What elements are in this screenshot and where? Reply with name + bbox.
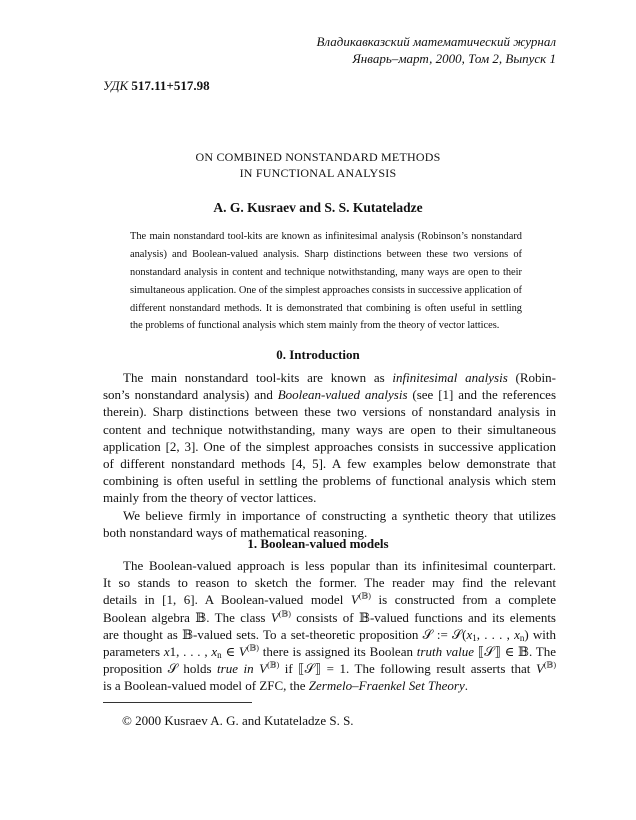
- text-segment: details in [1, 6]. A Boolean-valued model: [103, 592, 351, 608]
- italic-text: x: [163, 643, 170, 659]
- text-line: [103, 369, 556, 386]
- text-segment: application [2, 3]. One of the simplest approaches consists in successive application: [103, 438, 556, 454]
- text-line: [103, 557, 556, 574]
- text-segment: It so stands to reason to sketch the former. The reader may find the relevant: [103, 575, 556, 591]
- superscript: (𝔹): [246, 643, 259, 653]
- text-segment: are thought as 𝔹-valued sets. To a set-theoretic proposition 𝒮 := 𝒮(: [103, 626, 467, 642]
- text-segment: 1: [472, 632, 477, 643]
- text-line: [130, 228, 522, 246]
- paper-title-line-1: ON COMBINED NONSTANDARD METHODS: [195, 150, 441, 164]
- text-segment: analysis) and Boolean-valued analysis. Sharp distinctions between these two versions of: [130, 248, 522, 260]
- text-line: [103, 626, 556, 643]
- section-body-introduction: [103, 369, 556, 541]
- copyright-footnote: © 2000 Kusraev A. G. and Kutateladze S. S.: [122, 713, 354, 728]
- text-segment: The main nonstandard tool-kits are known as infinitesimal analysis (Robinson’s nonstandard: [130, 231, 522, 242]
- text-segment: parameters: [103, 643, 164, 659]
- text-segment: (Robin-: [507, 370, 556, 385]
- text-segment: ∈: [221, 643, 239, 659]
- text-segment: n: [519, 632, 525, 643]
- text-segment: ) with: [524, 626, 556, 642]
- italic-text: Boolean-valued analysis: [277, 387, 408, 403]
- text-segment: n: [217, 649, 222, 660]
- text-segment: therein). Sharp distinctions between these two versions of nonstandard analysis in: [103, 404, 556, 420]
- italic-text: V: [535, 661, 544, 677]
- text-segment: different nonstandard methods. It is demonstrated that combining is often useful in settling: [130, 302, 522, 314]
- text-line: [103, 609, 556, 626]
- paper-title-line-2: IN FUNCTIONAL ANALYSIS: [239, 166, 397, 180]
- section-heading-boolean-valued-models: 1. Boolean-valued models: [247, 536, 389, 551]
- text-line: [130, 317, 522, 335]
- text-segment: simultaneous application. One of the simplest approaches consists in successive application of: [130, 284, 522, 296]
- text-segment: (see [1] and the references: [407, 387, 557, 403]
- text-segment: , . . . ,: [476, 626, 515, 642]
- text-segment: consists of 𝔹-valued functions and its elements: [290, 609, 556, 625]
- text-segment: the problems of functional analysis which stem mainly from the theory of vector lattices.: [130, 320, 500, 332]
- text-line: [103, 472, 556, 489]
- superscript: (𝔹): [358, 592, 371, 602]
- italic-text: V: [259, 661, 268, 677]
- text-line: [130, 264, 522, 282]
- italic-text: V: [350, 592, 359, 608]
- text-line: [130, 246, 522, 264]
- text-segment: Boolean algebra 𝔹. The class: [103, 609, 271, 625]
- italic-text: Zermelo–Fraenkel Set Theory: [308, 678, 465, 694]
- text-segment: 1, . . . ,: [169, 643, 212, 659]
- text-line: [103, 643, 556, 660]
- text-segment: content and technique notwithstanding, many ways are open to their simultaneous: [103, 421, 556, 437]
- text-line: [103, 507, 556, 524]
- italic-text: infinitesimal analysis: [392, 370, 508, 385]
- text-segment: is constructed from a complete: [370, 592, 556, 608]
- text-segment: .: [464, 678, 469, 694]
- text-segment: is a Boolean-valued model of ZFC, the: [103, 678, 309, 694]
- text-segment: We believe firmly in importance of constructing a synthetic theory that utilizes: [123, 507, 556, 523]
- text-segment: proposition 𝒮 holds: [103, 661, 218, 677]
- text-line: [103, 455, 556, 472]
- text-line: [130, 282, 522, 300]
- text-segment: The main nonstandard tool-kits are known as: [123, 370, 393, 385]
- text-line: [103, 421, 556, 438]
- text-segment: of different nonstandard methods [4, 5]. A few examples below demonstrate that: [103, 455, 556, 471]
- udk-label: УДК: [103, 78, 129, 93]
- udk-value: 517.11+517.98: [131, 78, 210, 93]
- text-line: [103, 591, 556, 608]
- superscript: (𝔹): [267, 660, 280, 670]
- text-line: [103, 403, 556, 420]
- italic-text: V: [270, 609, 279, 625]
- paper-authors: A. G. Kusraev and S. S. Kutateladze: [213, 200, 423, 215]
- journal-issue: Январь–март, 2000, Том 2, Выпуск 1: [352, 51, 556, 66]
- italic-text: truth value: [416, 643, 475, 659]
- text-segment: nonstandard analysis in content and technique notwithstanding, many ways are open to their: [130, 266, 522, 278]
- footnote-rule: [103, 702, 252, 703]
- text-line: [103, 660, 556, 677]
- text-line: [103, 574, 556, 591]
- text-segment: if ⟦𝒮⟧ = 1. The following result asserts that: [279, 661, 536, 677]
- journal-name: Владикавказский математический журнал: [316, 34, 556, 49]
- text-line: [130, 300, 522, 318]
- section-heading-introduction: 0. Introduction: [276, 347, 360, 362]
- text-line: [103, 677, 556, 694]
- italic-text: x: [211, 643, 218, 659]
- text-segment: combining is often useful in settling the problems of functional analysis which stem: [103, 473, 556, 489]
- text-line: [103, 438, 556, 455]
- italic-text: true in: [217, 661, 254, 677]
- text-segment: mainly from the theory of vector lattices.: [103, 490, 317, 506]
- abstract: [130, 228, 522, 335]
- udk-code: [103, 78, 210, 94]
- section-body-boolean-valued-models: [103, 557, 556, 695]
- italic-text: x: [514, 626, 520, 642]
- italic-text: V: [238, 643, 247, 659]
- superscript: (𝔹): [543, 660, 556, 670]
- text-line: [103, 386, 556, 403]
- text-segment: ⟦𝒮⟧ ∈ 𝔹. The: [474, 643, 557, 659]
- text-segment: both nonstandard ways of mathematical reasoning.: [103, 524, 368, 540]
- text-line: [103, 489, 556, 506]
- superscript: (𝔹): [278, 609, 291, 619]
- text-segment: son’s nonstandard analysis) and: [103, 387, 278, 403]
- text-segment: The Boolean-valued approach is less popular than its infinitesimal counterpart.: [123, 558, 556, 573]
- text-segment: there is assigned its Boolean: [258, 643, 417, 659]
- italic-text: x: [466, 626, 473, 642]
